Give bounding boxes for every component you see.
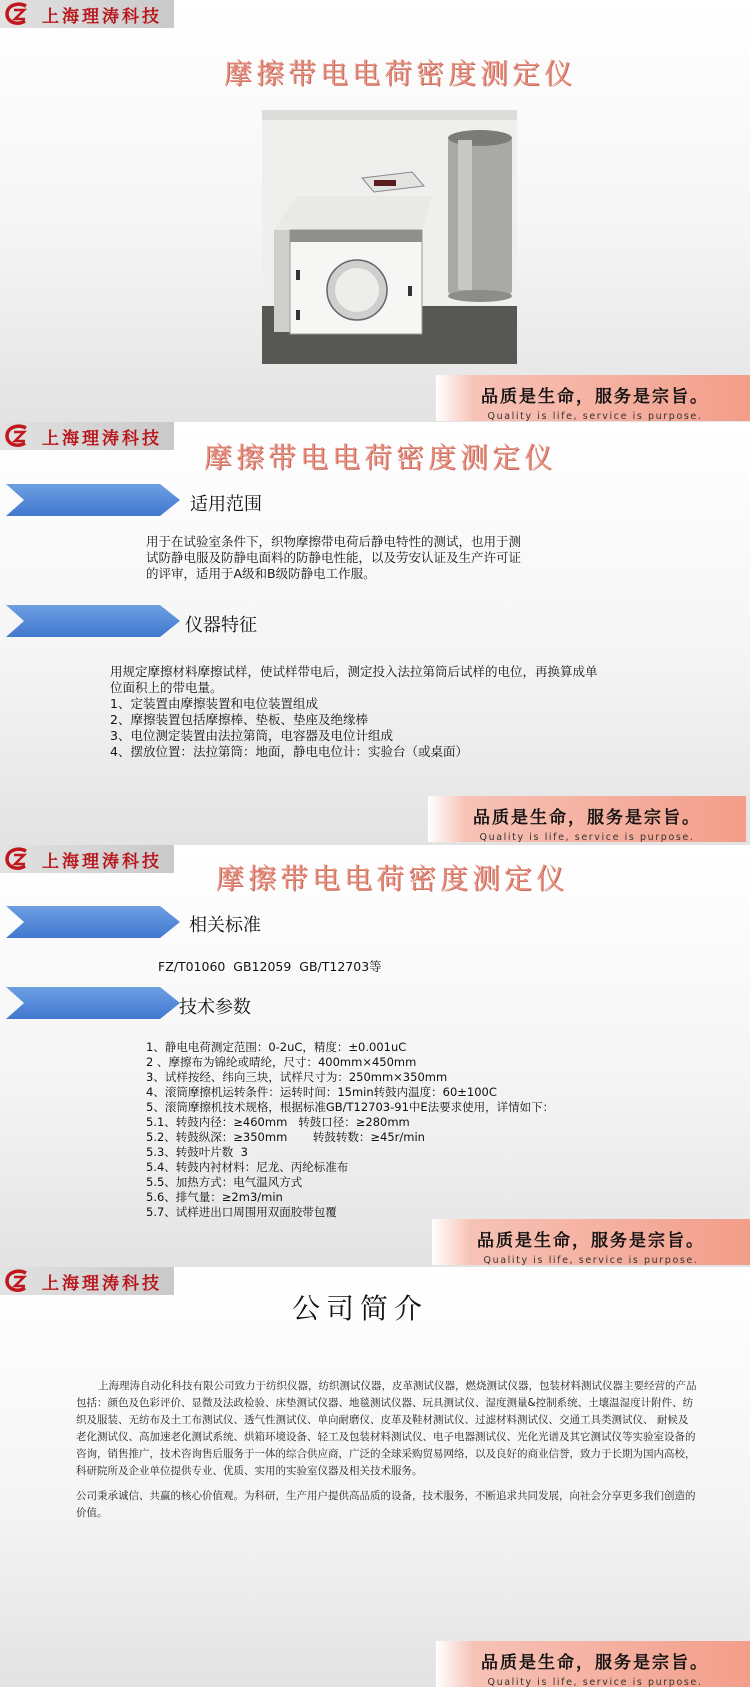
slogan-chinese: 品质是生命，服务是宗旨。 <box>481 387 709 407</box>
logo-text: 上海理涛科技 <box>42 851 162 872</box>
standards-text: FZ/T01060 GB12059 GB/T12703等 <box>158 959 382 974</box>
text-line: 1、定装置由摩擦装置和电位装置组成 <box>110 696 318 711</box>
product-photo-section <box>0 0 750 422</box>
heading-features: 仪器特征 <box>185 615 257 636</box>
text-line: 1、静电电荷测定范围：0-2uC，精度：±0.001uC <box>146 1040 407 1054</box>
logo-text: 上海理涛科技 <box>42 1273 162 1294</box>
text-line: 3、试样按经、纬向三块，试样尺寸为：250mm×350mm <box>146 1070 448 1084</box>
slogan-english: Quality is life, service is purpose. <box>479 832 695 843</box>
section-arrow-icon <box>6 906 180 938</box>
slogan-banner <box>428 796 746 842</box>
company-logo <box>0 1267 174 1295</box>
text-line: 5.5、加热方式：电气温风方式 <box>146 1175 303 1189</box>
text-line: 5.4、转鼓内衬材料：尼龙、丙纶标准布 <box>146 1160 349 1174</box>
text-line: 用于在试验室条件下，织物摩擦带电荷后静电特性的测试，也用于测 <box>146 534 522 549</box>
company-logo <box>0 0 174 28</box>
slogan-english: Quality is life, service is purpose. <box>487 1677 703 1687</box>
text-line: 3、电位测定装置由法拉第筒，电容器及电位计组成 <box>110 728 393 743</box>
text-line: 5.6、排气量：≥2m3/min <box>146 1190 283 1204</box>
features-text <box>110 664 598 760</box>
section-arrow-icon <box>6 605 180 637</box>
text-line: 5.2、转鼓纵深：≥350mm 转鼓转数：≥45r/min <box>146 1130 425 1144</box>
standards-params-section <box>0 845 750 1267</box>
company-logo <box>0 845 174 873</box>
text-line: 4、摆放位置：法拉第筒：地面，静电电位计：实验台（或桌面） <box>110 744 468 759</box>
logo-mark-icon <box>4 424 30 448</box>
scope-text <box>146 534 521 582</box>
text-line: 5.3、转鼓叶片数 3 <box>146 1145 248 1159</box>
text-line: 用规定摩擦材料摩擦试样，使试样带电后，测定投入法拉第筒后试样的电位，再换算成单 <box>110 664 598 679</box>
page-title: 摩擦带电电荷密度测定仪 <box>216 862 569 895</box>
text-line: 5.7、试样进出口周围用双面胶带包覆 <box>146 1205 337 1219</box>
logo-mark-icon <box>4 847 30 871</box>
text-line: 4、滚筒摩擦机运转条件：运转时间：15min转鼓内温度：60±100C <box>146 1085 497 1099</box>
company-intro-heading: 公司简介 <box>292 1292 429 1325</box>
logo-mark-icon <box>4 2 30 26</box>
logo-mark-icon <box>4 1269 30 1293</box>
text-line: 5.1、转鼓内径：≥460mm 转鼓口径：≥280mm <box>146 1115 410 1129</box>
text-line: 2 、摩擦布为锦纶或晴纶，尺寸：400mm×450mm <box>146 1055 417 1069</box>
intro-paragraph: 上海理涛自动化科技有限公司致力于纺织仪器，纺织测试仪器，皮革测试仪器，燃烧测试仪器，包装材料测试仪器主要经营的产品包括：颜色及色彩评价、显微及法政检验、床垫测试仪器、地毯测试仪器、玩具测试仪、湿度测量&控制系统、土壤温湿度计附件、纺织及服装、无纺布及土工布测试仪、透气性测试仪、单向耐磨仪、皮革及鞋材测试仪、过滤材料测试仪、交通工具类测试仪、 耐候及老化测试仪、高加速老化测试系统、烘箱环境设备、轻工及包装材料测试仪、电子电器测试仪、光化光谱及其它测试仪等实验室设备的咨询，销售推广，技术咨询售后服务于一体的综合供应商，广泛的全球采购贸易网络，以及良好的商业信誉，致力于长期为国内高校，科研院所及企业单位提供专业、优质、实用的实验室仪器及相关技术服务。 <box>76 1380 697 1477</box>
company-intro-text <box>76 1378 698 1522</box>
page-title: 摩擦带电电荷密度测定仪 <box>224 57 577 90</box>
slogan-english: Quality is life, service is purpose. <box>483 1255 699 1266</box>
slogan-banner <box>436 375 750 421</box>
heading-standards: 相关标准 <box>189 915 261 936</box>
logo-text: 上海理涛科技 <box>42 428 162 449</box>
product-photo <box>262 110 517 364</box>
intro-paragraph: 公司秉承诚信、共赢的核心价值观。为科研，生产用户提供高品质的设备，技术服务，不断追求共同发展，向社会分享更多我们创造的价值。 <box>76 1490 696 1519</box>
slogan-english: Quality is life, service is purpose. <box>487 411 703 422</box>
company-intro-section <box>0 1267 750 1687</box>
logo-text: 上海理涛科技 <box>42 6 162 27</box>
heading-scope: 适用范围 <box>190 494 262 515</box>
scope-features-section <box>0 422 750 845</box>
slogan-banner <box>436 1641 750 1687</box>
slogan-chinese: 品质是生命，服务是宗旨。 <box>473 808 701 828</box>
params-text <box>146 1040 554 1220</box>
heading-tech-params: 技术参数 <box>179 997 251 1018</box>
slogan-chinese: 品质是生命，服务是宗旨。 <box>477 1231 705 1251</box>
section-arrow-icon <box>6 484 180 516</box>
section-arrow-icon <box>6 987 180 1019</box>
slogan-banner <box>432 1219 750 1265</box>
text-line: 的评审，适用于A级和B级防静电工作服。 <box>146 566 376 581</box>
text-line: 5、滚筒摩擦机技术规格，根据标准GB/T12703-91中E法要求使用，详情如下： <box>146 1100 555 1114</box>
page-title: 摩擦带电电荷密度测定仪 <box>204 441 557 474</box>
company-logo <box>0 422 174 450</box>
slogan-chinese: 品质是生命，服务是宗旨。 <box>481 1653 709 1673</box>
text-line: 试防静电服及防静电面料的防静电性能，以及劳安认证及生产许可证 <box>146 550 522 565</box>
text-line: 2、摩擦装置包括摩擦棒、垫板、垫座及绝缘棒 <box>110 712 368 727</box>
text-line: 位面积上的带电量。 <box>110 680 223 695</box>
